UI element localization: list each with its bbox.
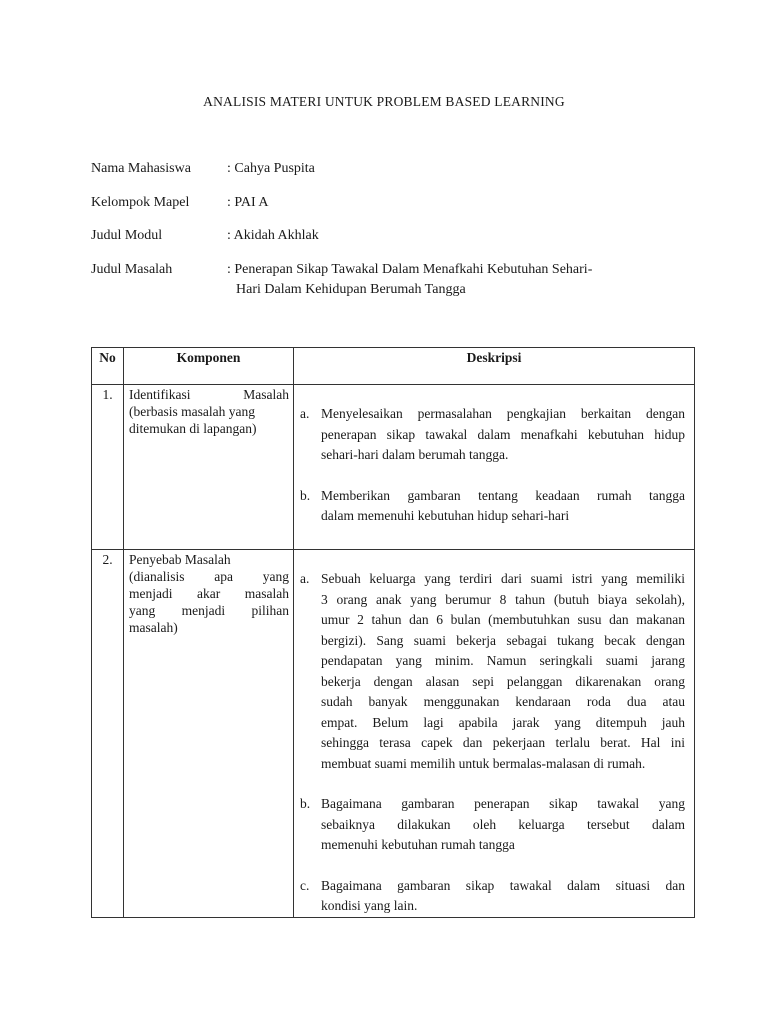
text-line: sudah banyak menggunakan kendaraan roda dua atau bbox=[321, 694, 685, 709]
text-line: Memberikan gambaran tentang keadaan rumah tangga bbox=[321, 487, 685, 503]
text-line: Bagaimana gambaran sikap tawakal dalam situasi dan bbox=[321, 877, 685, 893]
meta-value: : PAI A bbox=[227, 195, 269, 210]
list-text bbox=[321, 794, 685, 856]
text-line: memenuhi kebutuhan rumah tangga bbox=[321, 837, 515, 852]
komponen-line bbox=[129, 585, 289, 602]
meta-value: : Penerapan Sikap Tawakal Dalam Menafkahi Kebutuhan Sehari- bbox=[227, 262, 593, 277]
komponen-line: masalah) bbox=[129, 620, 178, 635]
header-komponen: Komponen bbox=[124, 348, 294, 385]
komponen-word: akar bbox=[197, 586, 221, 601]
list-item bbox=[300, 404, 685, 466]
analysis-table bbox=[91, 347, 695, 918]
text-line: pendapatan yang minim. Namun seringkali suami jarang bbox=[321, 653, 685, 668]
table-header-row bbox=[92, 348, 695, 385]
list-text bbox=[321, 569, 685, 774]
text-line: bekerja dengan alasan sepi pelanggan dikarenakan orang bbox=[321, 673, 685, 689]
table-row bbox=[92, 385, 695, 550]
meta-label: Nama Mahasiswa bbox=[91, 161, 191, 176]
text-line: umur 2 tahun dan 6 bulan (membutuhkan susu dan makanan bbox=[321, 612, 685, 627]
deskripsi-cell bbox=[294, 550, 695, 918]
text-line: sehingga terasa capek dan pekerjaan terlalu berat. Hal ini bbox=[321, 735, 685, 750]
text-line: kondisi yang lain. bbox=[321, 898, 418, 913]
komponen-word: menjadi bbox=[181, 603, 226, 618]
text-line: sebaiknya dilakukan oleh keluarga tersebut dalam bbox=[321, 816, 685, 832]
header-no: No bbox=[92, 348, 124, 385]
meta-row-modul bbox=[91, 226, 691, 246]
komponen-word: apa bbox=[214, 569, 233, 584]
list-item bbox=[300, 569, 685, 774]
komponen-cell bbox=[124, 550, 294, 918]
list-text bbox=[321, 404, 685, 466]
row-number: 2. bbox=[92, 550, 124, 918]
meta-row-nama bbox=[91, 159, 691, 179]
list-label: c. bbox=[300, 877, 310, 893]
meta-row-kelompok bbox=[91, 193, 691, 213]
komponen-word: yang bbox=[262, 569, 289, 584]
list-text bbox=[321, 486, 685, 527]
komponen-word: menjadi bbox=[129, 586, 173, 601]
komponen-line bbox=[129, 568, 289, 585]
meta-value: : Cahya Puspita bbox=[227, 161, 315, 176]
komponen-word: pilihan bbox=[251, 603, 289, 618]
list-item bbox=[300, 794, 685, 856]
komponen-line: Penyebab Masalah bbox=[129, 552, 231, 567]
text-line: sehari-hari dalam berumah tangga. bbox=[321, 447, 509, 462]
list-label: b. bbox=[300, 487, 311, 503]
text-line: Sebuah keluarga yang terdiri dari suami istri yang memiliki bbox=[321, 571, 685, 586]
komponen-cell bbox=[124, 385, 294, 550]
meta-value-continued: Hari Dalam Kehidupan Berumah Tangga bbox=[236, 282, 466, 297]
komponen-word: Masalah bbox=[243, 387, 289, 402]
meta-label: Judul Modul bbox=[91, 228, 163, 243]
deskripsi-cell bbox=[294, 385, 695, 550]
text-line: penerapan sikap tawakal dalam menafkahi kebutuhan hidup bbox=[321, 426, 685, 442]
komponen-line bbox=[129, 386, 289, 403]
meta-value: : Akidah Akhlak bbox=[227, 228, 319, 243]
meta-label: Kelompok Mapel bbox=[91, 195, 190, 210]
komponen-word: yang bbox=[129, 603, 156, 618]
list-label: b. bbox=[300, 796, 311, 811]
text-line: Menyelesaikan permasalahan pengkajian berkaitan dengan bbox=[321, 406, 685, 421]
text-line: membuat suami memilih untuk bermalas-malasan di rumah. bbox=[321, 755, 646, 771]
text-line: bergizi). Sang suami bekerja sebagai tukang becak dengan bbox=[321, 632, 685, 648]
text-line: empat. Belum lagi apabila jarak yang ditempuh jauh bbox=[321, 714, 685, 730]
list-item bbox=[300, 876, 685, 917]
list-label: a. bbox=[300, 406, 310, 421]
document-title: ANALISIS MATERI UNTUK PROBLEM BASED LEARNING bbox=[203, 94, 565, 109]
table-row bbox=[92, 550, 695, 918]
row-number: 1. bbox=[92, 385, 124, 550]
meta-row-masalah bbox=[91, 260, 691, 300]
komponen-word: Identifikasi bbox=[129, 387, 191, 402]
text-line: dalam memenuhi kebutuhan hidup sehari-hari bbox=[321, 508, 570, 523]
komponen-word: masalah bbox=[244, 586, 289, 601]
list-item bbox=[300, 486, 685, 527]
list-text bbox=[321, 876, 685, 917]
list-label: a. bbox=[300, 571, 310, 586]
meta-value-wrap bbox=[227, 260, 691, 300]
meta-label: Judul Masalah bbox=[91, 262, 173, 277]
komponen-word: (dianalisis bbox=[129, 569, 185, 584]
komponen-line bbox=[129, 602, 289, 619]
text-line: Bagaimana gambaran penerapan sikap tawakal yang bbox=[321, 796, 685, 811]
komponen-line: ditemukan di lapangan) bbox=[129, 421, 257, 436]
header-deskripsi: Deskripsi bbox=[294, 348, 695, 385]
text-line: 3 orang anak yang berumur 8 tahun (butuh biaya sekolah), bbox=[321, 591, 685, 607]
komponen-line: (berbasis masalah yang bbox=[129, 404, 255, 419]
